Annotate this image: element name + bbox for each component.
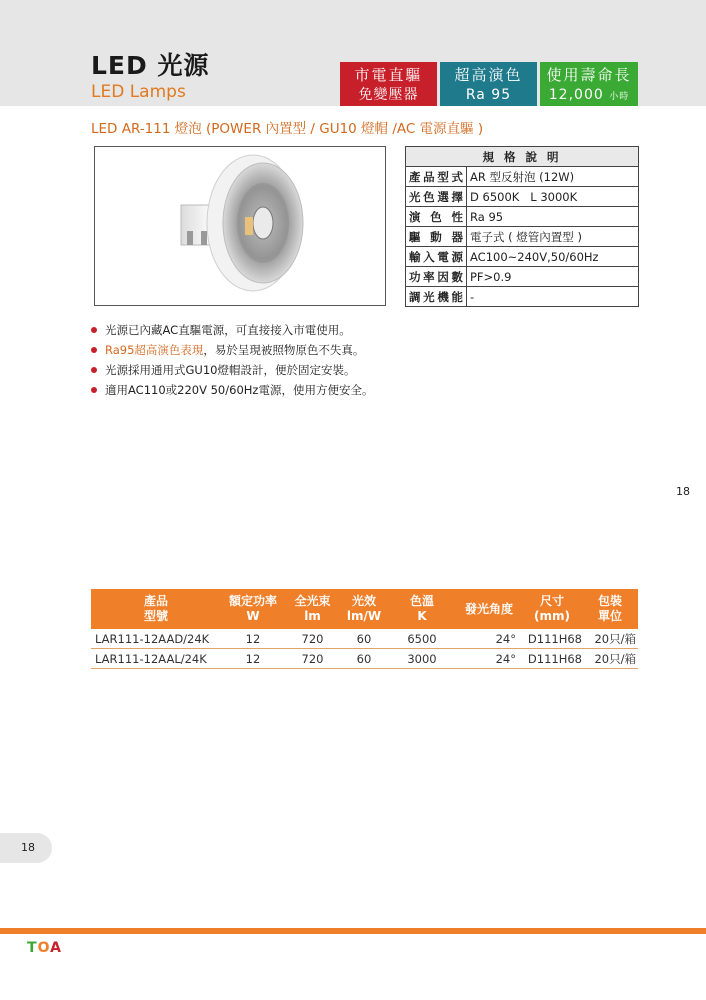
lamp-image <box>95 147 385 305</box>
feature-badge-direct-drive <box>340 62 437 106</box>
list-item-text: 適用AC110或220V 50/60Hz電源，使用方便安全。 <box>105 383 374 397</box>
cell-model: LAR111-12AAL/24K <box>91 649 221 669</box>
product-photo <box>94 146 386 306</box>
page-title: LED 光源 <box>91 51 210 80</box>
spec-value: 電子式 ( 燈管內置型 ) <box>467 227 639 247</box>
cell-lumen: 720 <box>285 649 340 669</box>
cell-efficacy: 60 <box>340 629 388 649</box>
footer-line <box>0 928 706 934</box>
col-header-beam-angle <box>456 589 522 629</box>
col-header-line: 額定功率 <box>228 594 277 608</box>
spec-key: 驅動器 <box>406 227 467 247</box>
col-header-line: 發光角度 <box>464 601 513 616</box>
feature-line: 使用壽命長 <box>546 66 632 84</box>
spec-value: D 6500K L 3000K <box>467 187 639 207</box>
page-number-tab <box>0 833 52 863</box>
cell-cct: 6500 <box>388 629 456 649</box>
cell-package: 20只/箱 <box>582 649 638 669</box>
toa-logo <box>27 940 62 956</box>
cell-power: 12 <box>221 649 285 669</box>
side-page-number: 18 <box>676 485 690 498</box>
logo-letter: O <box>37 940 51 956</box>
cell-size: D111H68 <box>522 649 582 669</box>
page-subtitle-en: LED Lamps <box>91 82 186 102</box>
table-header-row <box>91 589 638 629</box>
table-row <box>91 649 638 669</box>
col-header-line: W <box>246 609 260 623</box>
spec-key: 調光機能 <box>406 287 467 307</box>
col-header-model <box>91 589 221 629</box>
col-header-line: K <box>417 609 427 623</box>
col-header-package <box>582 589 638 629</box>
list-item <box>91 320 373 340</box>
spec-row <box>406 287 639 307</box>
cell-package: 20只/箱 <box>582 629 638 649</box>
feature-badge-high-cri <box>440 62 537 106</box>
col-header-line: 型號 <box>143 609 168 623</box>
spec-key: 功率因數 <box>406 267 467 287</box>
spec-key: 光色選擇 <box>406 187 467 207</box>
bullet-icon <box>91 327 97 333</box>
col-header-line: 全光束 <box>294 594 331 608</box>
feature-line <box>540 86 638 106</box>
spec-row <box>406 167 639 187</box>
list-item-text: 光源已內藏AC直驅電源，可直接接入市電使用。 <box>105 323 351 337</box>
cell-lumen: 720 <box>285 629 340 649</box>
list-item-text: 光源採用通用式GU10燈帽設計，便於固定安裝。 <box>105 363 356 377</box>
spec-value: AC100~240V,50/60Hz <box>467 247 639 267</box>
spec-value: Ra 95 <box>467 207 639 227</box>
col-header-line: 產品 <box>143 594 168 608</box>
cell-beam-angle: 24° <box>456 629 522 649</box>
lifetime-value: 12,000 <box>548 87 604 103</box>
cell-efficacy: 60 <box>340 649 388 669</box>
spec-value: AR 型反射泡 (12W) <box>467 167 639 187</box>
col-header-line: 單位 <box>597 609 622 623</box>
list-item-highlight: Ra95超高演色表現 <box>105 343 204 357</box>
spec-row <box>406 227 639 247</box>
spec-row <box>406 187 639 207</box>
col-header-line: lm/W <box>346 609 382 623</box>
spec-row <box>406 267 639 287</box>
spec-row <box>406 207 639 227</box>
cell-model: LAR111-12AAD/24K <box>91 629 221 649</box>
bullet-icon <box>91 387 97 393</box>
col-header-line: 尺寸 <box>539 594 564 608</box>
spec-key: 產品型式 <box>406 167 467 187</box>
bullet-icon <box>91 367 97 373</box>
spec-header-row <box>406 147 639 167</box>
lifetime-unit: 小時 <box>609 92 630 102</box>
col-header-line: 色溫 <box>409 594 434 608</box>
spec-value: PF>0.9 <box>467 267 639 287</box>
col-header-line: (mm) <box>534 609 570 623</box>
spec-key: 輸入電源 <box>406 247 467 267</box>
spec-table <box>405 146 639 307</box>
list-item-text: ，易於呈現被照物原色不失真。 <box>203 343 365 357</box>
col-header-line: lm <box>304 609 321 623</box>
spec-heading: 規 格 說 明 <box>406 147 639 167</box>
feature-badge-lifetime <box>540 62 638 106</box>
col-header-size <box>522 589 582 629</box>
feature-line: 市電直驅 <box>354 66 423 84</box>
feature-list <box>91 320 373 400</box>
feature-line: 免變壓器 <box>358 87 419 103</box>
bullet-icon <box>91 347 97 353</box>
feature-line: 超高演色 <box>454 66 523 84</box>
col-header-line: 光效 <box>351 594 376 608</box>
logo-letter: A <box>50 940 62 956</box>
col-header-lumen <box>285 589 340 629</box>
cell-size: D111H68 <box>522 629 582 649</box>
list-item <box>91 340 373 360</box>
col-header-line: 包裝 <box>597 594 622 608</box>
spec-value: - <box>467 287 639 307</box>
table-row <box>91 629 638 649</box>
cell-power: 12 <box>221 629 285 649</box>
product-subtitle: LED AR-111 燈泡 (POWER 內置型 / GU10 燈帽 /AC 電源直驅 ) <box>91 121 484 137</box>
page-number: 18 <box>21 841 35 854</box>
logo-letter: T <box>27 940 38 956</box>
col-header-cct <box>388 589 456 629</box>
product-table <box>91 589 638 669</box>
spec-key: 演色性 <box>406 207 467 227</box>
list-item <box>91 380 373 400</box>
col-header-efficacy <box>340 589 388 629</box>
cell-beam-angle: 24° <box>456 649 522 669</box>
cell-cct: 3000 <box>388 649 456 669</box>
feature-line: Ra 95 <box>465 87 512 103</box>
spec-row <box>406 247 639 267</box>
list-item <box>91 360 373 380</box>
col-header-power <box>221 589 285 629</box>
